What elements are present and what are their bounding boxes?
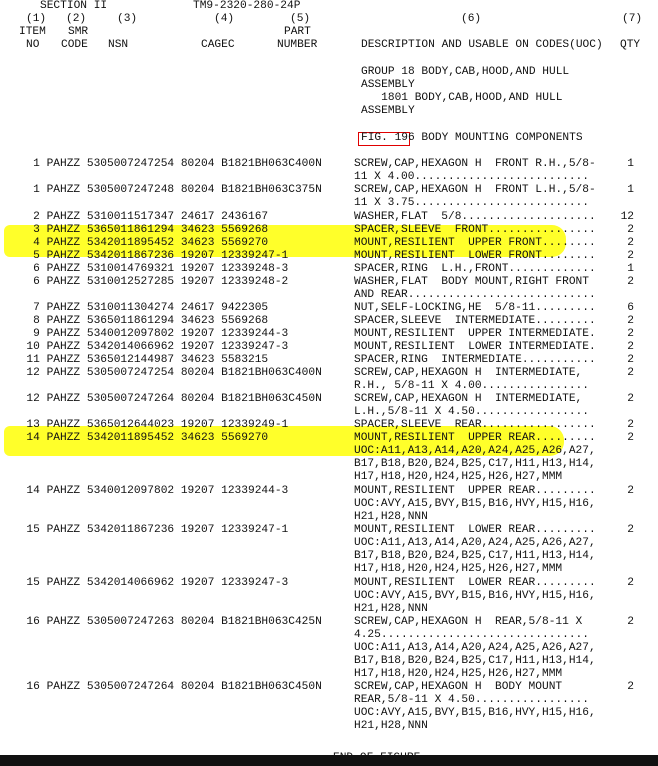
header-description: DESCRIPTION AND USABLE ON CODES(UOC) (361, 39, 603, 51)
row-2-codes: 1 PAHZZ 5305007247248 80204 B1821BH063C375N (13, 184, 322, 196)
row-18-description-line-1: MOUNT,RESILIENT UPPER REAR......... (354, 485, 596, 497)
tm-number: TM9-2320-280-24P (193, 0, 301, 12)
row-9-codes: 7 PAHZZ 5310011304274 24617 9422305 (13, 302, 269, 314)
row-17-codes: 14 PAHZZ 5342011895452 34623 5569270 (13, 432, 269, 444)
row-19-description-line-2: UOC:A11,A13,A14,A20,A24,A25,A26,A27, (354, 537, 596, 549)
row-3-qty: 12 (620, 211, 634, 223)
row-2-qty: 1 (627, 184, 634, 196)
row-18-codes: 14 PAHZZ 5340012097802 19207 12339244-3 (13, 485, 289, 497)
header-nsn: NSN (108, 39, 129, 51)
row-3-description-line-1: WASHER,FLAT 5/8.................... (354, 211, 596, 223)
row-15-codes: 12 PAHZZ 5305007247264 80204 B1821BH063C450N (13, 393, 322, 405)
row-3-codes: 2 PAHZZ 5310011517347 24617 2436167 (13, 211, 269, 223)
row-22-codes: 16 PAHZZ 5305007247264 80204 B1821BH063C450N (13, 681, 322, 693)
row-11-codes: 9 PAHZZ 5340012097802 19207 12339244-3 (13, 328, 289, 340)
row-4-qty: 2 (627, 224, 634, 236)
row-20-codes: 15 PAHZZ 5342014066962 19207 12339247-3 (13, 577, 289, 589)
row-5-qty: 2 (627, 237, 634, 249)
row-19-description-line-3: B17,B18,B20,B24,B25,C17,H11,H13,H14, (354, 550, 596, 562)
row-8-description-line-1: WASHER,FLAT BODY MOUNT,RIGHT FRONT (354, 276, 589, 288)
row-21-description-line-3: UOC:A11,A13,A14,A20,A24,A25,A26,A27, (354, 642, 596, 654)
row-16-description-line-1: SPACER,SLEEVE REAR................. (354, 419, 596, 431)
row-1-description-line-1: SCREW,CAP,HEXAGON H FRONT R.H.,5/8- (354, 158, 596, 170)
col-num-1: (1) (26, 13, 47, 25)
row-4-codes: 3 PAHZZ 5365011861294 34623 5569268 (13, 224, 269, 236)
row-9-qty: 6 (627, 302, 634, 314)
row-2-description-line-1: SCREW,CAP,HEXAGON H FRONT L.H.,5/8- (354, 184, 596, 196)
row-20-description-line-2: UOC:AVY,A15,BVY,B15,B16,HVY,H15,H16, (354, 590, 596, 602)
row-8-description-line-2: AND REAR............................ (354, 289, 596, 301)
col-num-3: (3) (117, 13, 138, 25)
row-5-description-line-1: MOUNT,RESILIENT UPPER FRONT........ (354, 237, 596, 249)
group-line-1: GROUP 18 BODY,CAB,HOOD,AND HULL (361, 66, 570, 78)
row-21-description-line-4: B17,B18,B20,B24,B25,C17,H11,H13,H14, (354, 655, 596, 667)
row-22-description-line-3: UOC:AVY,A15,BVY,B15,B16,HVY,H15,H16, (354, 707, 596, 719)
row-12-qty: 2 (627, 341, 634, 353)
row-21-description-line-5: H17,H18,H20,H24,H25,H26,H27,MMM (354, 668, 563, 680)
col-num-4: (4) (214, 13, 235, 25)
row-6-description-line-1: MOUNT,RESILIENT LOWER FRONT........ (354, 250, 596, 262)
header-qty: QTY (620, 39, 641, 51)
header-part: PART (284, 26, 311, 38)
row-8-codes: 6 PAHZZ 5310012527285 19207 12339248-2 (13, 276, 289, 288)
row-1-codes: 1 PAHZZ 5305007247254 80204 B1821BH063C400N (13, 158, 322, 170)
row-6-qty: 2 (627, 250, 634, 262)
section-title: SECTION II (40, 0, 108, 12)
header-no: NO (26, 39, 40, 51)
header-smr: SMR (68, 26, 89, 38)
row-21-qty: 2 (627, 616, 634, 628)
row-11-qty: 2 (627, 328, 634, 340)
row-15-description-line-1: SCREW,CAP,HEXAGON H INTERMEDIATE, (354, 393, 583, 405)
row-22-description-line-4: H21,H28,NNN (354, 720, 428, 732)
header-item: ITEM (19, 26, 46, 38)
row-22-description-line-2: REAR,5/8-11 X 4.50................. (354, 694, 589, 706)
row-7-codes: 6 PAHZZ 5310014769321 19207 12339248-3 (13, 263, 289, 275)
row-17-qty: 2 (627, 432, 634, 444)
group-line-4: ASSEMBLY (361, 105, 415, 117)
row-9-description-line-1: NUT,SELF-LOCKING,HE 5/8-11......... (354, 302, 596, 314)
row-20-description-line-1: MOUNT,RESILIENT LOWER REAR......... (354, 577, 596, 589)
row-15-qty: 2 (627, 393, 634, 405)
row-20-description-line-3: H21,H28,NNN (354, 603, 428, 615)
row-17-description-line-3: B17,B18,B20,B24,B25,C17,H11,H13,H14, (354, 458, 596, 470)
row-21-description-line-2: 4.25............................... (354, 629, 589, 641)
group-line-2: ASSEMBLY (361, 79, 415, 91)
row-17-description-line-1: MOUNT,RESILIENT UPPER REAR......... (354, 432, 596, 444)
row-13-codes: 11 PAHZZ 5365012144987 34623 5583215 (13, 354, 269, 366)
row-6-codes: 5 PAHZZ 5342011867236 19207 12339247-1 (13, 250, 289, 262)
row-17-description-line-2: UOC:A11,A13,A14,A20,A24,A25,A26,A27, (354, 445, 596, 457)
row-16-qty: 2 (627, 419, 634, 431)
row-20-qty: 2 (627, 577, 634, 589)
header-code: CODE (61, 39, 88, 51)
row-11-description-line-1: MOUNT,RESILIENT UPPER INTERMEDIATE. (354, 328, 596, 340)
row-14-description-line-1: SCREW,CAP,HEXAGON H INTERMEDIATE, (354, 367, 583, 379)
row-18-qty: 2 (627, 485, 634, 497)
row-12-description-line-1: MOUNT,RESILIENT LOWER INTERMEDIATE. (354, 341, 596, 353)
row-13-qty: 2 (627, 354, 634, 366)
row-1-qty: 1 (627, 158, 634, 170)
row-15-description-line-2: L.H.,5/8-11 X 4.50................. (354, 406, 589, 418)
header-number: NUMBER (277, 39, 318, 51)
row-21-codes: 16 PAHZZ 5305007247263 80204 B1821BH063C425N (13, 616, 322, 628)
row-7-qty: 1 (627, 263, 634, 275)
row-21-description-line-1: SCREW,CAP,HEXAGON H REAR,5/8-11 X (354, 616, 583, 628)
row-1-description-line-2: 11 X 4.00.......................... (354, 171, 589, 183)
row-7-description-line-1: SPACER,RING L.H.,FRONT............. (354, 263, 596, 275)
figure-title: FIG. 196 BODY MOUNTING COMPONENTS (361, 132, 583, 144)
row-22-qty: 2 (627, 681, 634, 693)
col-num-5: (5) (290, 13, 311, 25)
row-14-qty: 2 (627, 367, 634, 379)
row-14-codes: 12 PAHZZ 5305007247254 80204 B1821BH063C400N (13, 367, 322, 379)
row-16-codes: 13 PAHZZ 5365012644023 19207 12339249-1 (13, 419, 289, 431)
row-4-description-line-1: SPACER,SLEEVE FRONT................ (354, 224, 596, 236)
row-10-qty: 2 (627, 315, 634, 327)
row-18-description-line-3: H21,H28,NNN (354, 511, 428, 523)
row-10-description-line-1: SPACER,SLEEVE INTERMEDIATE......... (354, 315, 596, 327)
row-17-description-line-4: H17,H18,H20,H24,H25,H26,H27,MMM (354, 471, 563, 483)
col-num-6: (6) (461, 13, 482, 25)
row-18-description-line-2: UOC:AVY,A15,BVY,B15,B16,HVY,H15,H16, (354, 498, 596, 510)
col-num-7: (7) (622, 13, 643, 25)
row-13-description-line-1: SPACER,RING INTERMEDIATE........... (354, 354, 596, 366)
row-10-codes: 8 PAHZZ 5365011861294 34623 5569268 (13, 315, 269, 327)
page-bottom-edge (0, 755, 658, 766)
row-19-description-line-1: MOUNT,RESILIENT LOWER REAR......... (354, 524, 596, 536)
row-12-codes: 10 PAHZZ 5342014066962 19207 12339247-3 (13, 341, 289, 353)
row-19-qty: 2 (627, 524, 634, 536)
header-cagec: CAGEC (201, 39, 235, 51)
row-2-description-line-2: 11 X 3.75.......................... (354, 197, 589, 209)
row-14-description-line-2: R.H., 5/8-11 X 4.00................ (354, 380, 589, 392)
col-num-2: (2) (66, 13, 87, 25)
row-5-codes: 4 PAHZZ 5342011895452 34623 5569270 (13, 237, 269, 249)
row-19-description-line-4: H17,H18,H20,H24,H25,H26,H27,MMM (354, 563, 563, 575)
row-19-codes: 15 PAHZZ 5342011867236 19207 12339247-1 (13, 524, 289, 536)
row-22-description-line-1: SCREW,CAP,HEXAGON H BODY MOUNT (354, 681, 563, 693)
group-line-3: 1801 BODY,CAB,HOOD,AND HULL (361, 92, 563, 104)
row-8-qty: 2 (627, 276, 634, 288)
